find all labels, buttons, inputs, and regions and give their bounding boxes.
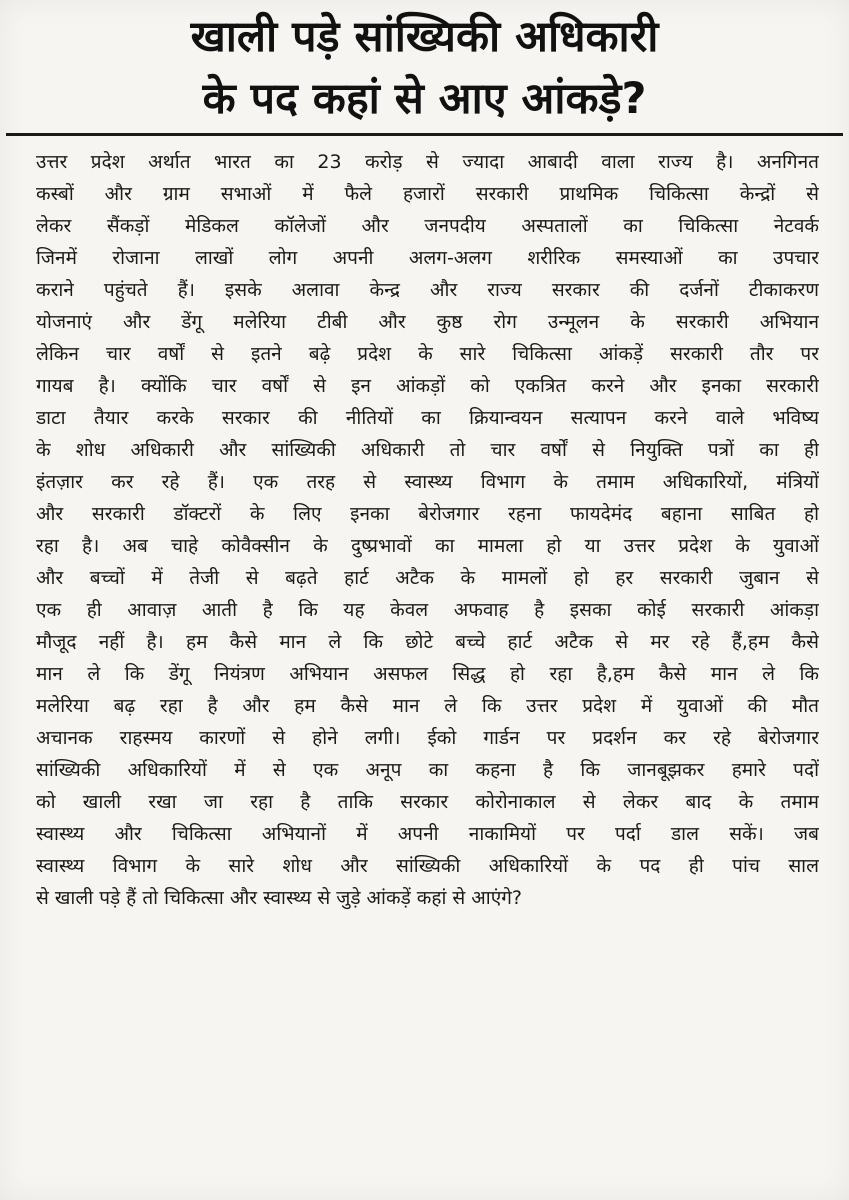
- article-line: जिनमें रोजाना लाखों लोग अपनी अलग-अलग शरीरिक समस्याओं का उपचार: [36, 247, 819, 269]
- article-line: मान ले कि डेंगू नियंत्रण अभियान असफल सिद्ध हो रहा है,हम कैसे मान ले कि: [36, 663, 819, 685]
- headline-line-2: के पद कहां से आए आंकड़े?: [202, 74, 647, 124]
- article-line: एक ही आवाज़ आती है कि यह केवल अफवाह है इसका कोई सरकारी आंकड़ा: [36, 599, 819, 621]
- article-line: और बच्चों में तेजी से बढ़ते हार्ट अटैक के मामलों हो हर सरकारी जुबान से: [36, 567, 819, 589]
- headline-divider: [6, 133, 843, 136]
- article-line: के शोध अधिकारी और सांख्यिकी अधिकारी तो चार वर्षों से नियुक्ति पत्रों का ही: [36, 439, 819, 461]
- article-line: गायब है। क्योंकि चार वर्षों से इन आंकड़ों को एकत्रित करने और इनका सरकारी: [36, 375, 819, 397]
- article-line: कस्बों और ग्राम सभाओं में फैले हजारों सरकारी प्राथमिक चिकित्सा केन्द्रों से: [36, 183, 819, 205]
- article-line: रहा है। अब चाहे कोवैक्सीन के दुष्प्रभावों का मामला हो या उत्तर प्रदेश के युवाओं: [36, 535, 819, 557]
- article-line: योजनाएं और डेंगू मलेरिया टीबी और कुष्ठ रोग उन्मूलन के सरकारी अभियान: [36, 311, 819, 333]
- article-line: इंतज़ार कर रहे हैं। एक तरह से स्वास्थ्य विभाग के तमाम अधिकारियों, मंत्रियों: [36, 471, 819, 493]
- article-body: [36, 146, 819, 914]
- article-line: सांख्यिकी अधिकारियों में से एक अनूप का कहना है कि जानबूझकर हमारे पदों: [36, 759, 819, 781]
- article-line: कराने पहुंचते हैं। इसके अलावा केन्द्र और राज्य सरकार की दर्जनों टीकाकरण: [36, 279, 819, 301]
- headline: [0, 0, 849, 130]
- article-line: उत्तर प्रदेश अर्थात भारत का 23 करोड़ से ज्यादा आबादी वाला राज्य है। अनगिनत: [36, 151, 819, 173]
- article-line: अचानक राहस्मय कारणों से होने लगी। ईको गार्डन पर प्रदर्शन कर रहे बेरोजगार: [36, 727, 819, 749]
- article-line: और सरकारी डॉक्टरों के लिए इनका बेरोजगार रहना फायदेमंद बहाना साबित हो: [36, 503, 819, 525]
- article-line: मौजूद नहीं है। हम कैसे मान ले कि छोटे बच्चे हार्ट अटैक से मर रहे हैं,हम कैसे: [36, 631, 819, 653]
- article-line: स्वास्थ्य और चिकित्सा अभियानों में अपनी नाकामियों पर पर्दा डाल सकें। जब: [36, 823, 819, 845]
- article-line: डाटा तैयार करके सरकार की नीतियों का क्रियान्वयन सत्यापन करने वाले भविष्य: [36, 407, 819, 429]
- article-line: को खाली रखा जा रहा है ताकि सरकार कोरोनाकाल से लेकर बाद के तमाम: [36, 791, 819, 813]
- headline-line-1: खाली पड़े सांख्यिकी अधिकारी: [190, 12, 659, 62]
- article-line: मलेरिया बढ़ रहा है और हम कैसे मान ले कि उत्तर प्रदेश में युवाओं की मौत: [36, 695, 819, 717]
- article-line: लेकिन चार वर्षों से इतने बढ़े प्रदेश के सारे चिकित्सा आंकड़ें सरकारी तौर पर: [36, 343, 819, 365]
- article-line: लेकर सैंकड़ों मेडिकल कॉलेजों और जनपदीय अस्पतालों का चिकित्सा नेटवर्क: [36, 215, 819, 237]
- article-line: स्वास्थ्य विभाग के सारे शोध और सांख्यिकी अधिकारियों के पद ही पांच साल: [36, 855, 819, 877]
- article-line: से खाली पड़े हैं तो चिकित्सा और स्वास्थ्य से जुड़े आंकड़ें कहां से आएंगे?: [36, 887, 523, 909]
